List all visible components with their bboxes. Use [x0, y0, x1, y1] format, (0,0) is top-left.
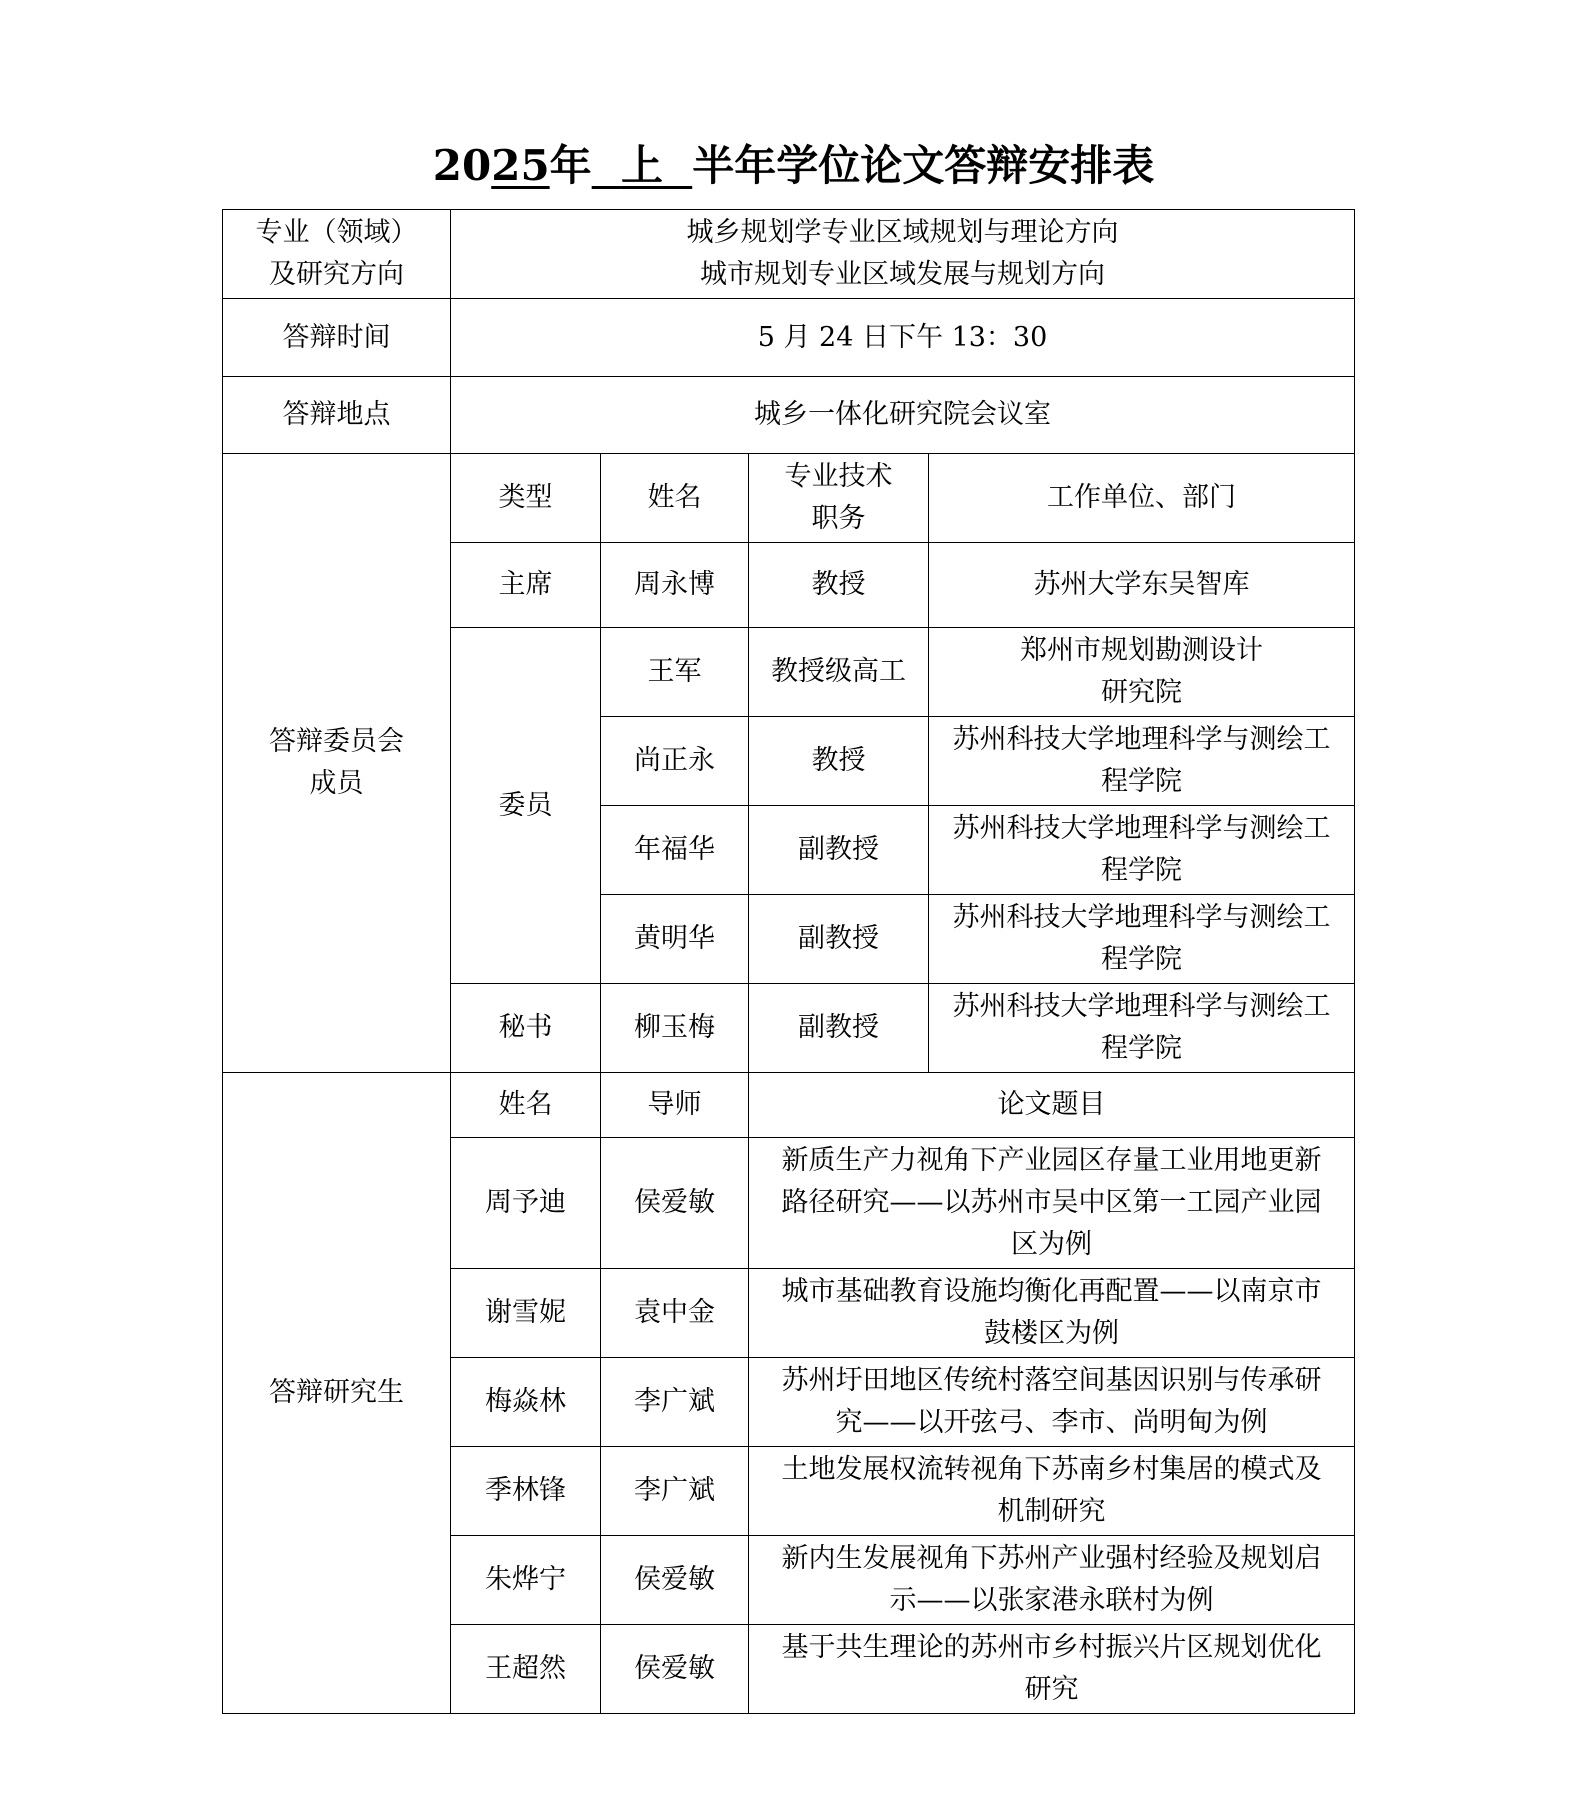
committee-header-title-line1: 专业技术 — [784, 461, 893, 492]
student-advisor: 侯爱敏 — [601, 1536, 749, 1625]
student-advisor: 袁中金 — [601, 1269, 749, 1358]
student-name: 周予迪 — [451, 1138, 601, 1269]
thesis-line: 究——以开弦弓、李市、尚明甸为例 — [835, 1407, 1268, 1438]
student-advisor: 李广斌 — [601, 1447, 749, 1536]
place-label: 答辩地点 — [223, 377, 451, 454]
committee-header-unit: 工作单位、部门 — [929, 454, 1355, 543]
students-label: 答辩研究生 — [223, 1073, 451, 1714]
member-unit — [929, 806, 1355, 895]
member-unit — [929, 895, 1355, 984]
major-row — [223, 210, 1355, 299]
chair-type: 主席 — [451, 543, 601, 628]
member-name: 尚正永 — [601, 717, 749, 806]
major-label-line2: 及研究方向 — [269, 259, 404, 290]
thesis-line: 苏州圩田地区传统村落空间基因识别与传承研 — [781, 1365, 1322, 1396]
secretary-type: 秘书 — [451, 984, 601, 1073]
page-title — [0, 140, 1587, 192]
chair-unit: 苏州大学东吴智库 — [929, 543, 1355, 628]
committee-header-type: 类型 — [451, 454, 601, 543]
member-unit — [929, 717, 1355, 806]
thesis-line: 鼓楼区为例 — [984, 1318, 1119, 1349]
student-thesis — [749, 1447, 1355, 1536]
member-unit-line1: 苏州科技大学地理科学与测绘工 — [952, 902, 1331, 933]
student-thesis — [749, 1536, 1355, 1625]
member-unit-line2: 研究院 — [1101, 677, 1182, 708]
time-value: 5 月 24 日下午 13：30 — [451, 299, 1355, 377]
student-advisor: 侯爱敏 — [601, 1138, 749, 1269]
title-half-blank — [592, 141, 693, 190]
thesis-line: 城市基础教育设施均衡化再配置——以南京市 — [781, 1276, 1322, 1307]
member-name: 黄明华 — [601, 895, 749, 984]
member-unit-line2: 程学院 — [1101, 766, 1182, 797]
thesis-line: 土地发展权流转视角下苏南乡村集居的模式及 — [781, 1454, 1322, 1485]
member-unit-line1: 苏州科技大学地理科学与测绘工 — [952, 724, 1331, 755]
students-header-name: 姓名 — [451, 1073, 601, 1138]
member-title: 副教授 — [749, 895, 929, 984]
thesis-line: 新质生产力视角下产业园区存量工业用地更新 — [781, 1145, 1322, 1176]
committee-label-line2: 成员 — [309, 768, 364, 799]
major-value-line2: 城市规划专业区域发展与规划方向 — [700, 259, 1105, 290]
student-thesis — [749, 1625, 1355, 1714]
major-value-line1: 城乡规划学专业区域规划与理论方向 — [686, 217, 1119, 248]
major-label — [223, 210, 451, 299]
title-year-prefix: 20 — [432, 141, 492, 190]
title-year-suffix: 25 — [491, 141, 550, 190]
student-name: 梅焱林 — [451, 1358, 601, 1447]
member-name: 王军 — [601, 628, 749, 717]
secretary-unit-line1: 苏州科技大学地理科学与测绘工 — [952, 991, 1331, 1022]
students-header-advisor: 导师 — [601, 1073, 749, 1138]
place-value: 城乡一体化研究院会议室 — [451, 377, 1355, 454]
thesis-line: 路径研究——以苏州市吴中区第一工园产业园 — [781, 1187, 1322, 1218]
major-value — [451, 210, 1355, 299]
place-row — [223, 377, 1355, 454]
committee-header-name: 姓名 — [601, 454, 749, 543]
time-label: 答辩时间 — [223, 299, 451, 377]
student-name: 王超然 — [451, 1625, 601, 1714]
student-name: 朱烨宁 — [451, 1536, 601, 1625]
member-unit-line2: 程学院 — [1101, 855, 1182, 886]
member-unit-line1: 苏州科技大学地理科学与测绘工 — [952, 813, 1331, 844]
secretary-unit — [929, 984, 1355, 1073]
major-label-line1: 专业（领域） — [255, 217, 418, 248]
thesis-line: 示——以张家港永联村为例 — [889, 1585, 1214, 1616]
secretary-name: 柳玉梅 — [601, 984, 749, 1073]
thesis-line: 新内生发展视角下苏州产业强村经验及规划启 — [781, 1543, 1322, 1574]
thesis-line: 区为例 — [1011, 1229, 1092, 1260]
member-title: 教授 — [749, 717, 929, 806]
title-rest: 半年学位论文答辩安排表 — [692, 141, 1155, 190]
student-name: 谢雪妮 — [451, 1269, 601, 1358]
member-unit — [929, 628, 1355, 717]
secretary-unit-line2: 程学院 — [1101, 1033, 1182, 1064]
members-type: 委员 — [451, 628, 601, 984]
student-thesis — [749, 1269, 1355, 1358]
student-thesis — [749, 1358, 1355, 1447]
student-thesis — [749, 1138, 1355, 1269]
member-unit-line2: 程学院 — [1101, 944, 1182, 975]
thesis-line: 研究 — [1024, 1674, 1079, 1705]
students-header-thesis: 论文题目 — [749, 1073, 1355, 1138]
student-name: 季林锋 — [451, 1447, 601, 1536]
title-year-unit: 年 — [549, 141, 592, 190]
thesis-line: 基于共生理论的苏州市乡村振兴片区规划优化 — [781, 1632, 1322, 1663]
member-name: 年福华 — [601, 806, 749, 895]
member-unit-line1: 郑州市规划勘测设计 — [1020, 635, 1263, 666]
member-title: 副教授 — [749, 806, 929, 895]
student-advisor: 李广斌 — [601, 1358, 749, 1447]
students-header-row — [223, 1073, 1355, 1138]
committee-label-line1: 答辩委员会 — [269, 726, 404, 757]
committee-header-row — [223, 454, 1355, 543]
committee-label — [223, 454, 451, 1073]
chair-name: 周永博 — [601, 543, 749, 628]
time-row — [223, 299, 1355, 377]
schedule-table — [222, 209, 1355, 1714]
title-half: 上 — [620, 141, 663, 190]
committee-header-title-line2: 职务 — [811, 503, 866, 534]
student-advisor: 侯爱敏 — [601, 1625, 749, 1714]
member-title: 教授级高工 — [749, 628, 929, 717]
committee-header-title — [749, 454, 929, 543]
chair-title: 教授 — [749, 543, 929, 628]
thesis-line: 机制研究 — [997, 1496, 1106, 1527]
secretary-title: 副教授 — [749, 984, 929, 1073]
